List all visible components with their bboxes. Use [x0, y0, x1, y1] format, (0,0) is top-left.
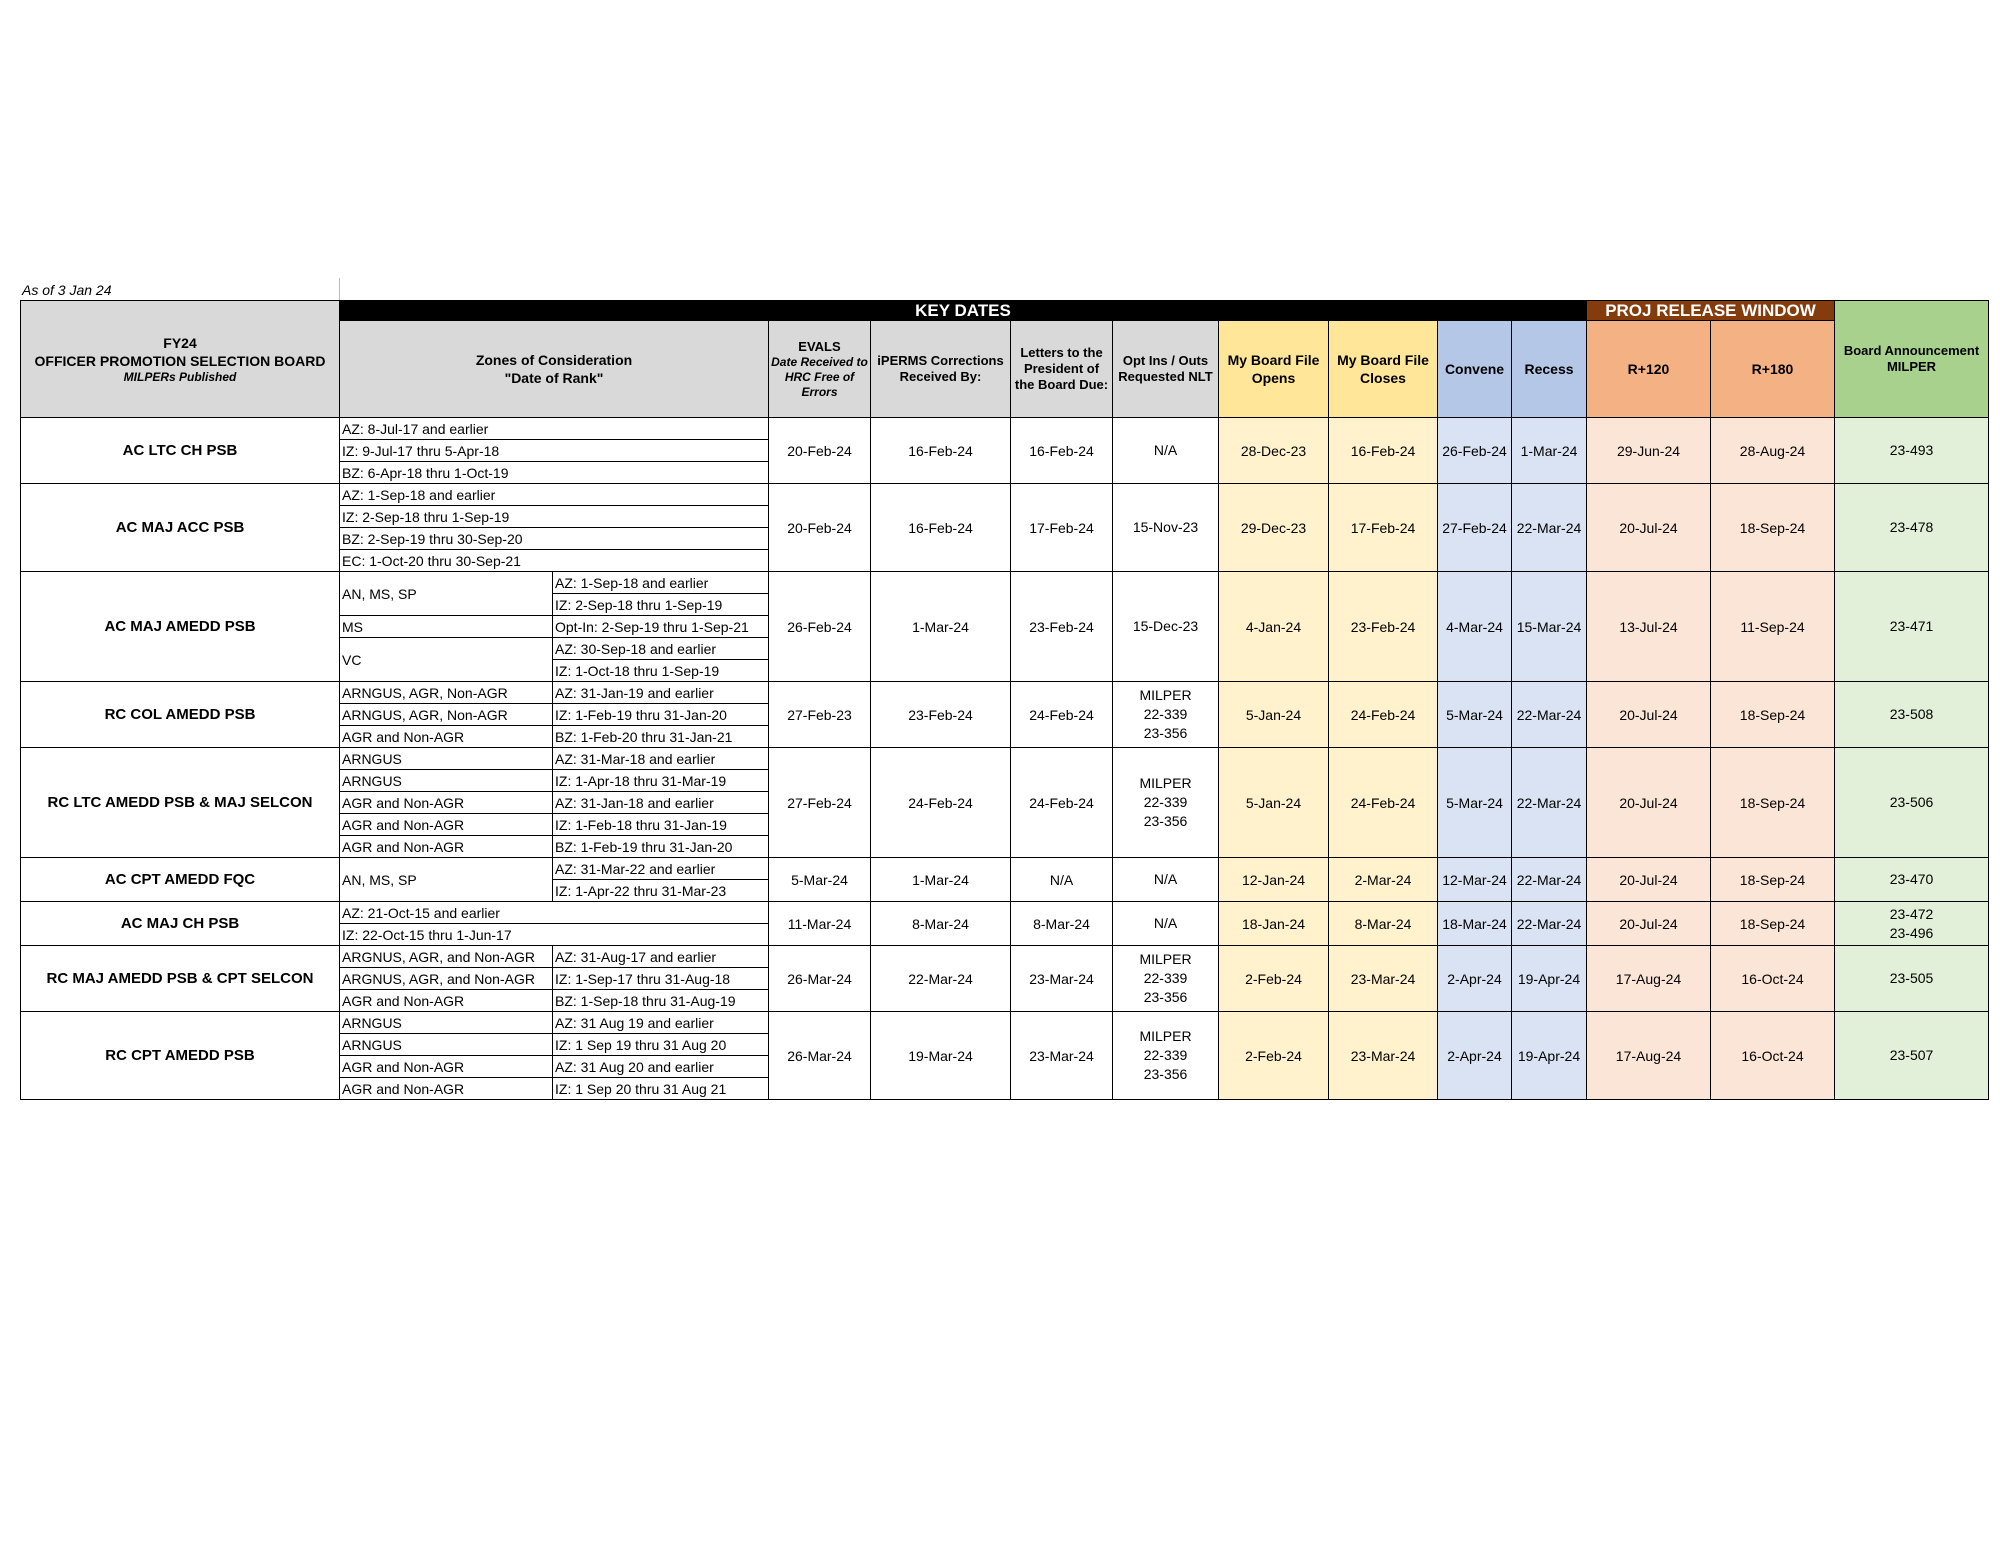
r120-cell: 13-Jul-24	[1587, 572, 1711, 682]
component-label: AGR and Non-AGR	[340, 1056, 553, 1078]
zone-of-consideration: IZ: 1-Apr-18 thru 31-Mar-19	[553, 770, 769, 792]
table-row	[21, 572, 1989, 594]
component-label: AGR and Non-AGR	[340, 814, 553, 836]
recess-cell: 22-Mar-24	[1512, 484, 1587, 572]
file-opens-cell: 5-Jan-24	[1219, 748, 1329, 858]
zone-of-consideration: IZ: 1-Oct-18 thru 1-Sep-19	[553, 660, 769, 682]
zone-of-consideration: AZ: 31 Aug 20 and earlier	[553, 1056, 769, 1078]
zone-of-consideration: BZ: 1-Feb-19 thru 31-Jan-20	[553, 836, 769, 858]
component-label: ARNGUS	[340, 1012, 553, 1034]
r180-cell: 16-Oct-24	[1711, 946, 1835, 1012]
iperms-cell: 23-Feb-24	[871, 682, 1011, 748]
r180-cell: 11-Sep-24	[1711, 572, 1835, 682]
zone-of-consideration: Opt-In: 2-Sep-19 thru 1-Sep-21	[553, 616, 769, 638]
zone-of-consideration: AZ: 8-Jul-17 and earlier	[340, 418, 769, 440]
component-label: ARNGUS, AGR, Non-AGR	[340, 704, 553, 726]
optins-cell: MILPER 22-339 23-356	[1113, 682, 1219, 748]
optins-cell: N/A	[1113, 902, 1219, 946]
convene-cell: 18-Mar-24	[1438, 902, 1512, 946]
convene-cell: 26-Feb-24	[1438, 418, 1512, 484]
milper-cell: 23-505	[1835, 946, 1989, 1012]
iperms-cell: 1-Mar-24	[871, 858, 1011, 902]
zone-of-consideration: BZ: 1-Feb-20 thru 31-Jan-21	[553, 726, 769, 748]
zone-of-consideration: BZ: 1-Sep-18 thru 31-Aug-19	[553, 990, 769, 1012]
optins-header: Opt Ins / Outs Requested NLT	[1113, 321, 1219, 418]
zone-of-consideration: EC: 1-Oct-20 thru 30-Sep-21	[340, 550, 769, 572]
r180-cell: 18-Sep-24	[1711, 748, 1835, 858]
r120-cell: 20-Jul-24	[1587, 902, 1711, 946]
milper-cell: 23-506	[1835, 748, 1989, 858]
zone-of-consideration: IZ: 1 Sep 20 thru 31 Aug 21	[553, 1078, 769, 1100]
letters-cell: 23-Feb-24	[1011, 572, 1113, 682]
zone-of-consideration: IZ: 1-Feb-19 thru 31-Jan-20	[553, 704, 769, 726]
milper-cell: 23-470	[1835, 858, 1989, 902]
board-title-header: FY24 OFFICER PROMOTION SELECTION BOARD MILPERs Published	[21, 301, 340, 418]
divider	[339, 278, 340, 300]
iperms-cell: 19-Mar-24	[871, 1012, 1011, 1100]
letters-cell: 16-Feb-24	[1011, 418, 1113, 484]
r120-cell: 20-Jul-24	[1587, 858, 1711, 902]
board-name: RC CPT AMEDD PSB	[21, 1012, 340, 1100]
file-closes-cell: 17-Feb-24	[1329, 484, 1438, 572]
board-name: RC COL AMEDD PSB	[21, 682, 340, 748]
recess-cell: 19-Apr-24	[1512, 946, 1587, 1012]
zone-of-consideration: IZ: 1 Sep 19 thru 31 Aug 20	[553, 1034, 769, 1056]
file-closes-cell: 2-Mar-24	[1329, 858, 1438, 902]
zone-of-consideration: IZ: 2-Sep-18 thru 1-Sep-19	[340, 506, 769, 528]
evals-cell: 27-Feb-23	[769, 682, 871, 748]
component-label: AGR and Non-AGR	[340, 990, 553, 1012]
recess-cell: 22-Mar-24	[1512, 748, 1587, 858]
iperms-cell: 22-Mar-24	[871, 946, 1011, 1012]
milper-cell: 23-507	[1835, 1012, 1989, 1100]
table-row	[21, 858, 1989, 880]
zone-of-consideration: AZ: 31-Mar-22 and earlier	[553, 858, 769, 880]
file-opens-cell: 4-Jan-24	[1219, 572, 1329, 682]
file-closes-cell: 16-Feb-24	[1329, 418, 1438, 484]
optins-cell: MILPER 22-339 23-356	[1113, 748, 1219, 858]
component-label: AN, MS, SP	[340, 858, 553, 902]
table-row	[21, 484, 1989, 506]
board-name: AC MAJ CH PSB	[21, 902, 340, 946]
component-label: AGR and Non-AGR	[340, 792, 553, 814]
zone-of-consideration: BZ: 6-Apr-18 thru 1-Oct-19	[340, 462, 769, 484]
r180-cell: 18-Sep-24	[1711, 858, 1835, 902]
optins-cell: N/A	[1113, 418, 1219, 484]
r180-cell: 28-Aug-24	[1711, 418, 1835, 484]
board-name: RC MAJ AMEDD PSB & CPT SELCON	[21, 946, 340, 1012]
r120-cell: 17-Aug-24	[1587, 946, 1711, 1012]
recess-cell: 1-Mar-24	[1512, 418, 1587, 484]
component-label: ARGNUS, AGR, and Non-AGR	[340, 946, 553, 968]
letters-cell: 8-Mar-24	[1011, 902, 1113, 946]
table-row	[21, 946, 1989, 968]
file-closes-cell: 24-Feb-24	[1329, 682, 1438, 748]
optins-cell: 15-Nov-23	[1113, 484, 1219, 572]
r120-header: R+120	[1587, 321, 1711, 418]
zone-of-consideration: AZ: 31-Aug-17 and earlier	[553, 946, 769, 968]
board-rows	[21, 418, 1989, 1100]
component-label: ARNGUS, AGR, Non-AGR	[340, 682, 553, 704]
zone-of-consideration: IZ: 1-Sep-17 thru 31-Aug-18	[553, 968, 769, 990]
zone-of-consideration: AZ: 1-Sep-18 and earlier	[553, 572, 769, 594]
file-opens-cell: 28-Dec-23	[1219, 418, 1329, 484]
evals-cell: 5-Mar-24	[769, 858, 871, 902]
evals-cell: 26-Mar-24	[769, 946, 871, 1012]
board-name: AC CPT AMEDD FQC	[21, 858, 340, 902]
file-opens-cell: 18-Jan-24	[1219, 902, 1329, 946]
evals-cell: 26-Mar-24	[769, 1012, 871, 1100]
evals-cell: 27-Feb-24	[769, 748, 871, 858]
iperms-cell: 24-Feb-24	[871, 748, 1011, 858]
component-label: ARNGUS	[340, 748, 553, 770]
evals-cell: 20-Feb-24	[769, 484, 871, 572]
letters-cell: 17-Feb-24	[1011, 484, 1113, 572]
milper-cell: 23-478	[1835, 484, 1989, 572]
r180-cell: 18-Sep-24	[1711, 484, 1835, 572]
convene-cell: 5-Mar-24	[1438, 748, 1512, 858]
recess-cell: 22-Mar-24	[1512, 858, 1587, 902]
file-opens-cell: 2-Feb-24	[1219, 946, 1329, 1012]
recess-cell: 22-Mar-24	[1512, 902, 1587, 946]
r180-cell: 18-Sep-24	[1711, 902, 1835, 946]
file-opens-cell: 5-Jan-24	[1219, 682, 1329, 748]
letters-cell: 24-Feb-24	[1011, 748, 1113, 858]
file-closes-cell: 23-Mar-24	[1329, 946, 1438, 1012]
proj-release-window-header: PROJ RELEASE WINDOW	[1587, 301, 1835, 321]
optins-cell: 15-Dec-23	[1113, 572, 1219, 682]
component-label: AGR and Non-AGR	[340, 1078, 553, 1100]
key-dates-header: KEY DATES	[340, 301, 1587, 321]
component-label: AGR and Non-AGR	[340, 836, 553, 858]
table-row	[21, 748, 1989, 770]
zone-of-consideration: IZ: 9-Jul-17 thru 5-Apr-18	[340, 440, 769, 462]
iperms-cell: 16-Feb-24	[871, 418, 1011, 484]
zone-of-consideration: AZ: 31 Aug 19 and earlier	[553, 1012, 769, 1034]
file-closes-cell: 23-Feb-24	[1329, 572, 1438, 682]
evals-cell: 26-Feb-24	[769, 572, 871, 682]
optins-cell: N/A	[1113, 858, 1219, 902]
letters-cell: 23-Mar-24	[1011, 946, 1113, 1012]
recess-header: Recess	[1512, 321, 1587, 418]
convene-cell: 2-Apr-24	[1438, 946, 1512, 1012]
table-row	[21, 418, 1989, 440]
r120-cell: 20-Jul-24	[1587, 748, 1711, 858]
component-label: ARGNUS, AGR, and Non-AGR	[340, 968, 553, 990]
zone-of-consideration: AZ: 30-Sep-18 and earlier	[553, 638, 769, 660]
board-name: AC MAJ AMEDD PSB	[21, 572, 340, 682]
r120-cell: 20-Jul-24	[1587, 682, 1711, 748]
table-row	[21, 902, 1989, 924]
component-label: AN, MS, SP	[340, 572, 553, 616]
milper-cell: 23-472 23-496	[1835, 902, 1989, 946]
zone-of-consideration: IZ: 1-Feb-18 thru 31-Jan-19	[553, 814, 769, 836]
convene-cell: 2-Apr-24	[1438, 1012, 1512, 1100]
component-label: ARNGUS	[340, 770, 553, 792]
file-closes-cell: 23-Mar-24	[1329, 1012, 1438, 1100]
zone-of-consideration: AZ: 31-Mar-18 and earlier	[553, 748, 769, 770]
as-of-date: As of 3 Jan 24	[22, 282, 112, 298]
r180-cell: 18-Sep-24	[1711, 682, 1835, 748]
file-opens-cell: 2-Feb-24	[1219, 1012, 1329, 1100]
file-opens-cell: 29-Dec-23	[1219, 484, 1329, 572]
zone-of-consideration: IZ: 22-Oct-15 thru 1-Jun-17	[340, 924, 769, 946]
recess-cell: 15-Mar-24	[1512, 572, 1587, 682]
r180-header: R+180	[1711, 321, 1835, 418]
r180-cell: 16-Oct-24	[1711, 1012, 1835, 1100]
convene-cell: 5-Mar-24	[1438, 682, 1512, 748]
letters-cell: N/A	[1011, 858, 1113, 902]
milper-cell: 23-508	[1835, 682, 1989, 748]
r120-cell: 20-Jul-24	[1587, 484, 1711, 572]
file-closes-cell: 24-Feb-24	[1329, 748, 1438, 858]
file-closes-header: My Board File Closes	[1329, 321, 1438, 418]
r120-cell: 17-Aug-24	[1587, 1012, 1711, 1100]
letters-header: Letters to the President of the Board Due:	[1011, 321, 1113, 418]
convene-cell: 27-Feb-24	[1438, 484, 1512, 572]
announcement-header: Board Announcement MILPER	[1835, 301, 1989, 418]
iperms-cell: 8-Mar-24	[871, 902, 1011, 946]
recess-cell: 22-Mar-24	[1512, 682, 1587, 748]
iperms-header: iPERMS Corrections Received By:	[871, 321, 1011, 418]
zones-header: Zones of Consideration "Date of Rank"	[340, 321, 769, 418]
evals-cell: 20-Feb-24	[769, 418, 871, 484]
r120-cell: 29-Jun-24	[1587, 418, 1711, 484]
table-row	[21, 1012, 1989, 1034]
zone-of-consideration: BZ: 2-Sep-19 thru 30-Sep-20	[340, 528, 769, 550]
file-closes-cell: 8-Mar-24	[1329, 902, 1438, 946]
zone-of-consideration: IZ: 2-Sep-18 thru 1-Sep-19	[553, 594, 769, 616]
board-name: AC MAJ ACC PSB	[21, 484, 340, 572]
table-row	[21, 682, 1989, 704]
letters-cell: 24-Feb-24	[1011, 682, 1113, 748]
file-opens-header: My Board File Opens	[1219, 321, 1329, 418]
zone-of-consideration: AZ: 1-Sep-18 and earlier	[340, 484, 769, 506]
convene-header: Convene	[1438, 321, 1512, 418]
zone-of-consideration: IZ: 1-Apr-22 thru 31-Mar-23	[553, 880, 769, 902]
evals-header: EVALS Date Received to HRC Free of Errors	[769, 321, 871, 418]
component-label: AGR and Non-AGR	[340, 726, 553, 748]
board-name: AC LTC CH PSB	[21, 418, 340, 484]
letters-cell: 23-Mar-24	[1011, 1012, 1113, 1100]
zone-of-consideration: AZ: 31-Jan-18 and earlier	[553, 792, 769, 814]
iperms-cell: 1-Mar-24	[871, 572, 1011, 682]
file-opens-cell: 12-Jan-24	[1219, 858, 1329, 902]
zone-of-consideration: AZ: 31-Jan-19 and earlier	[553, 682, 769, 704]
convene-cell: 4-Mar-24	[1438, 572, 1512, 682]
component-label: MS	[340, 616, 553, 638]
iperms-cell: 16-Feb-24	[871, 484, 1011, 572]
optins-cell: MILPER 22-339 23-356	[1113, 946, 1219, 1012]
zone-of-consideration: AZ: 21-Oct-15 and earlier	[340, 902, 769, 924]
convene-cell: 12-Mar-24	[1438, 858, 1512, 902]
optins-cell: MILPER 22-339 23-356	[1113, 1012, 1219, 1100]
component-label: VC	[340, 638, 553, 682]
promotion-board-table	[20, 300, 1989, 1100]
milper-cell: 23-471	[1835, 572, 1989, 682]
component-label: ARNGUS	[340, 1034, 553, 1056]
milper-cell: 23-493	[1835, 418, 1989, 484]
recess-cell: 19-Apr-24	[1512, 1012, 1587, 1100]
board-name: RC LTC AMEDD PSB & MAJ SELCON	[21, 748, 340, 858]
evals-cell: 11-Mar-24	[769, 902, 871, 946]
